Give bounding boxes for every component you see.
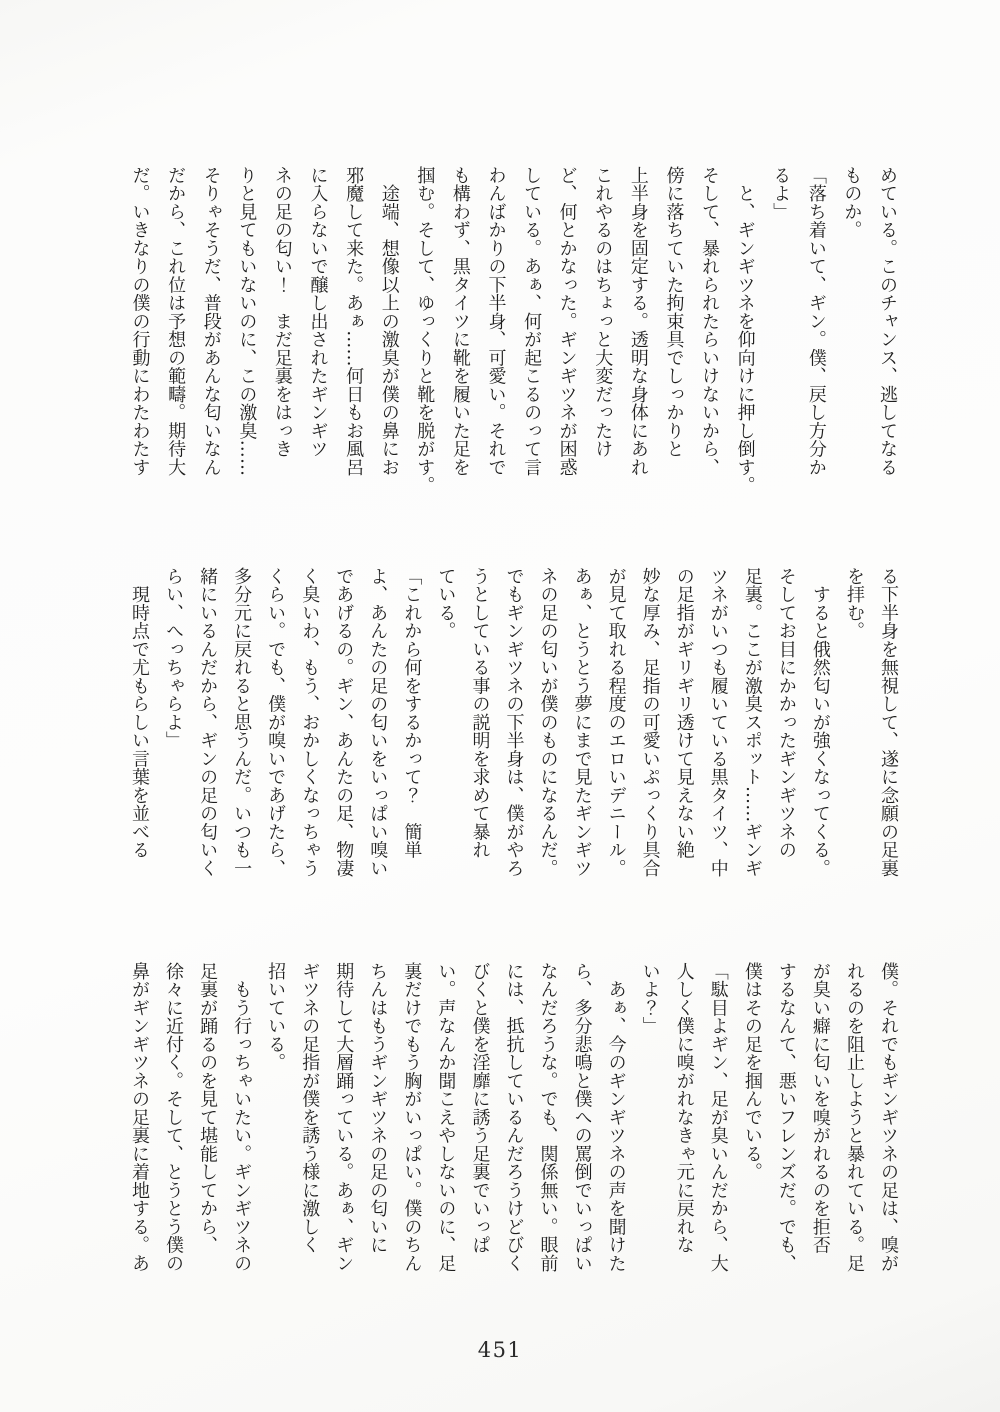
text-column: なんだろうな。でも、関係無い。眼前: [537, 962, 559, 1273]
text-column: 邪魔して来た。あぁ……何日もお風呂: [343, 166, 365, 477]
text-column: めている。このチャンス、逃してなる: [877, 166, 898, 477]
text-column: 傍に落ちていた拘束具でしっかりと: [663, 166, 685, 458]
text-column: 緒にいるんだから、ギンの足の匂いく: [197, 567, 219, 878]
text-column: 招いている。: [265, 962, 287, 1072]
text-column: に入らないで醸し出されたギンギツ: [307, 166, 329, 458]
text-column: もう行っちゃいたい。ギンギツネの: [231, 962, 253, 1273]
text-column: くらい。でも、僕が嗅いであげたら、: [265, 567, 287, 878]
text-column: している。あぁ、何が起こるのって言: [521, 166, 543, 477]
text-column: る下半身を無視して、遂に念願の足裏: [878, 567, 899, 878]
text-column: ネの足の匂いが僕のものになるんだ。: [537, 567, 559, 878]
text-column: 足裏が踊るのを見て堪能してから、: [197, 962, 219, 1254]
text-column: 途端、想像以上の激臭が僕の鼻にお: [378, 166, 400, 477]
text-column: 期待して大層踊っている。あぁ、ギン: [333, 962, 355, 1273]
text-column: であげるの。ギン、あんたの足、物凄: [333, 567, 355, 878]
text-column: よ、あんたの足の匂いをいっぱい嗅い: [367, 567, 389, 878]
text-column: の足指がギリギリ透けて見えない絶: [673, 567, 695, 859]
text-column: を拝む。: [843, 567, 865, 640]
text-column: でもギンギツネの下半身は、僕がやろ: [503, 567, 525, 878]
text-column: 多分元に戻れると思うんだ。いつも一: [231, 567, 253, 878]
text-column: い。声なんか聞こえやしないのに、足: [435, 962, 457, 1273]
text-column: れるのを阻止しようと暴れている。足: [843, 962, 865, 1273]
text-column: 人しく僕に嗅がれなきゃ元に戻れな: [673, 962, 695, 1254]
text-column: ネの足の匂い！ まだ足裏をはっき: [271, 166, 293, 458]
text-column: すると俄然匂いが強くなってくる。: [809, 567, 831, 878]
text-column: ものか。: [841, 166, 863, 239]
text-column: うとしている事の説明を求めて暴れ: [469, 567, 491, 859]
text-column: 上半身を固定する。透明な身体にあれ: [627, 166, 649, 477]
text-column: 僕はその足を掴んでいる。: [741, 962, 763, 1181]
text-column: が見て取れる程度のエロいデニール。: [605, 567, 627, 878]
text-column: 徐々に近付く。そして、とうとう僕の: [163, 962, 185, 1273]
text-column: るよ」: [770, 166, 792, 221]
text-column: 足裏。ここが激臭スポット……ギンギ: [741, 567, 763, 878]
text-column: ギツネの足指が僕を誘う様に激しく: [299, 962, 321, 1254]
text-block-middle: [122, 567, 905, 880]
text-column: ている。: [435, 567, 457, 640]
text-column: りと見てもいないのに、この激臭……: [236, 166, 258, 477]
text-column: あぁ、今のギンギツネの声を聞けた: [605, 962, 627, 1273]
page-number: 451: [477, 1338, 523, 1362]
text-column: も構わず、黒タイツに靴を履いた足を: [449, 166, 471, 477]
text-column: これやるのはちょっと大変だったけ: [592, 166, 614, 458]
text-column: ど、何とかなった。ギンギツネが困惑: [556, 166, 578, 477]
text-column: だ。いきなりの僕の行動にわたわたす: [129, 166, 151, 477]
text-column: ら、多分悲鳴と僕への罵倒でいっぱい: [571, 962, 593, 1273]
text-column: わんばかりの下半身、可愛い。それで: [485, 166, 507, 477]
text-block-bottom: [122, 962, 905, 1275]
text-column: が臭い癖に匂いを嗅がれるのを拒否: [809, 962, 831, 1254]
text-column: く臭いわ、もう、おかしくなっちゃう: [299, 567, 321, 878]
text-column: には、抵抗しているんだろうけどびく: [503, 962, 525, 1273]
text-column: 掴む。そして、ゆっくりと靴を脱がす。: [414, 166, 436, 495]
text-column: だから、これ位は予想の範疇。期待大: [165, 166, 187, 477]
text-column: と、ギンギツネを仰向けに押し倒す。: [734, 166, 756, 495]
text-column: ちんはもうギンギツネの足の匂いに: [367, 962, 389, 1254]
text-column: びくと僕を淫靡に誘う足裏でいっぱ: [469, 962, 491, 1254]
text-column: 裏だけでもう胸がいっぱい。僕のちん: [401, 962, 423, 1273]
text-column: 妙な厚み、足指の可愛いぷっくり具合: [639, 567, 661, 878]
text-block-top: [122, 166, 905, 495]
text-column: そしてお目にかかったギンギツネの: [775, 567, 797, 859]
text-column: ツネがいつも履いている黒タイツ、中: [707, 567, 729, 878]
text-column: あぁ、とうとう夢にまで見たギンギツ: [571, 567, 593, 878]
text-column: そりゃそうだ、普段があんな匂いなん: [200, 166, 222, 477]
text-column: 現時点で尤もらしい言葉を並べる: [128, 567, 150, 859]
text-column: らい、へっちゃらよ」: [163, 567, 185, 750]
text-column: 僕。それでもギンギツネの足は、嗅が: [878, 962, 899, 1273]
text-column: いよ？」: [639, 962, 661, 1035]
text-column: 「落ち着いて、ギン。僕、戻し方分か: [805, 166, 827, 477]
text-column: 鼻がギンギツネの足裏に着地する。あ: [128, 962, 150, 1273]
text-column: 「駄目よギン、足が臭いんだから、大: [707, 962, 729, 1273]
text-column: 「これから何をするかって？ 簡単: [401, 567, 423, 859]
text-column: するなんて、悪いフレンズだ。でも、: [775, 962, 797, 1273]
text-column: そして、暴れられたらいけないから、: [699, 166, 721, 477]
